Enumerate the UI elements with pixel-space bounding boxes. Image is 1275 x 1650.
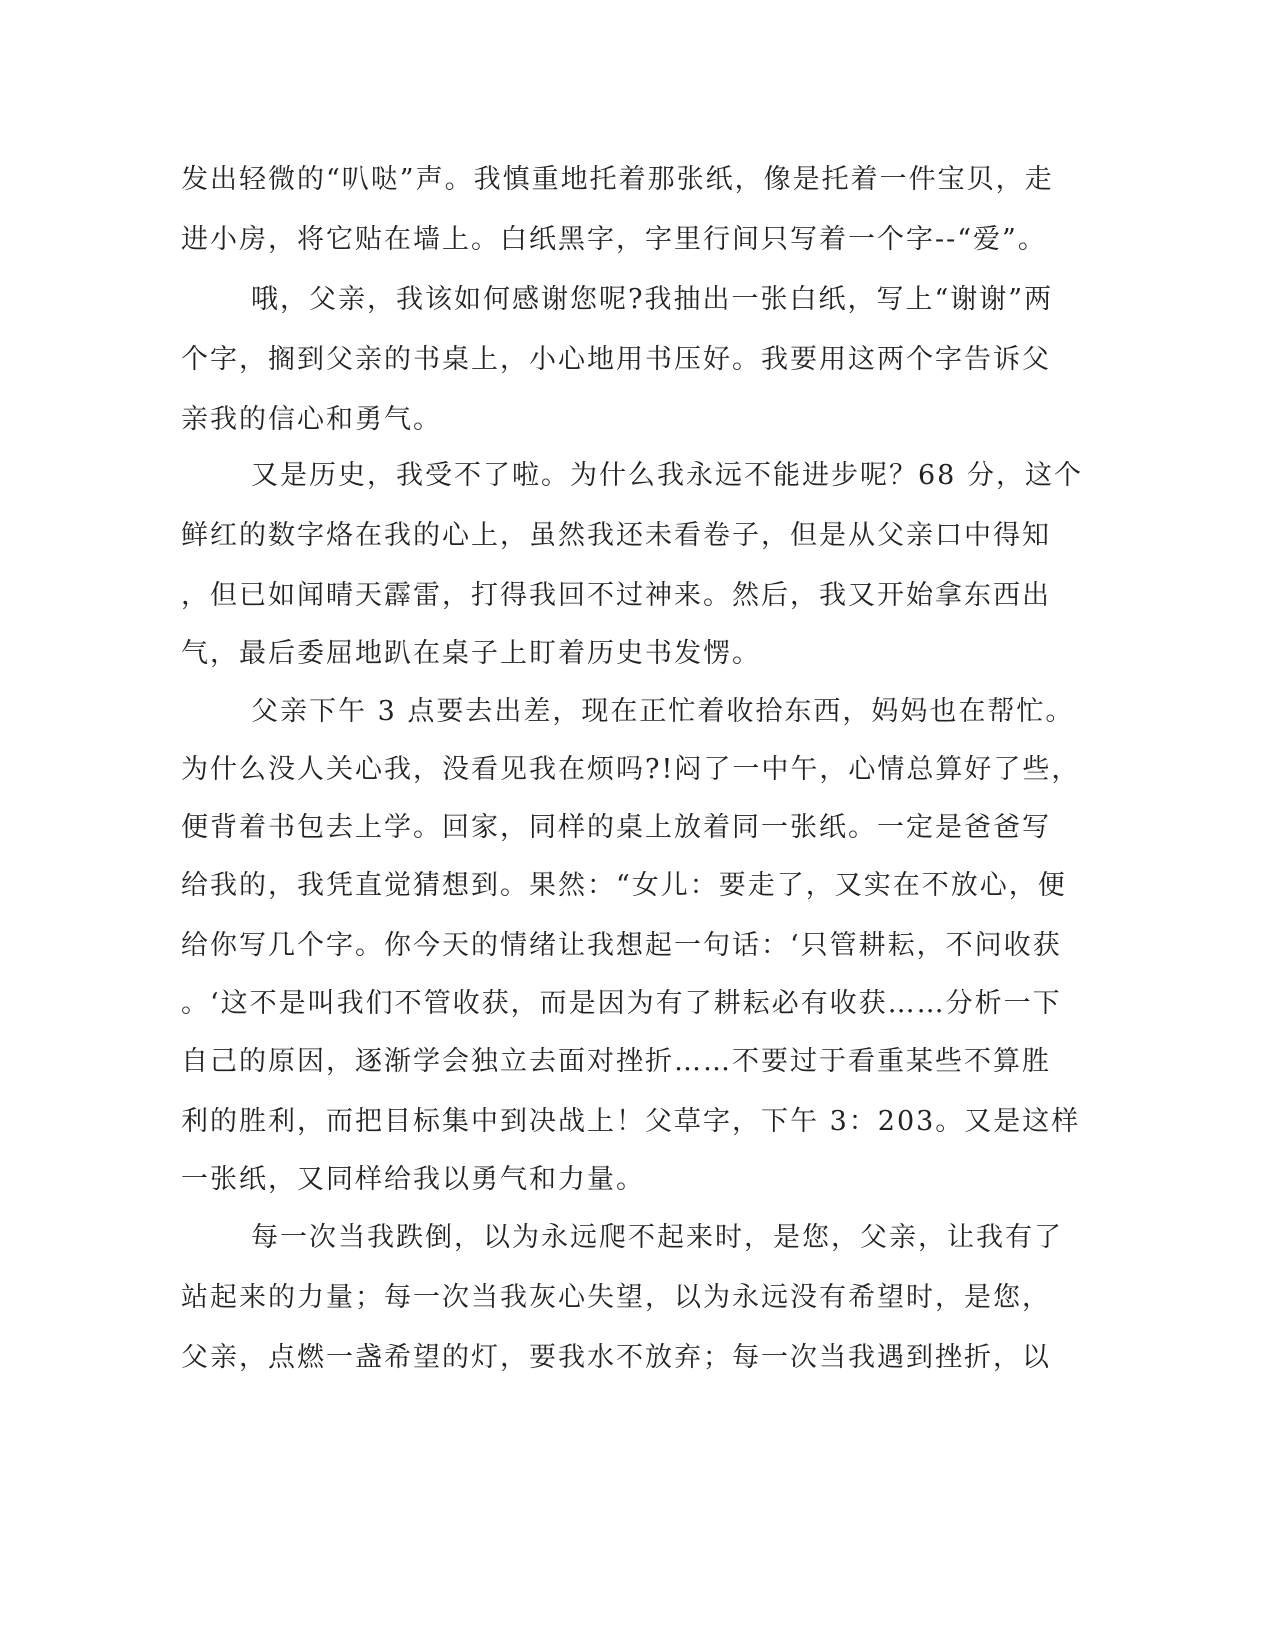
- text-line: 站起来的力量；每一次当我灰心失望，以为永远没有希望时，是您，: [181, 1282, 1051, 1313]
- text-line: 。‘这不是叫我们不管收获，而是因为有了耕耘必有收获……分析一下: [181, 988, 1062, 1019]
- text-line: 一张纸，又同样给我以勇气和力量。: [181, 1164, 645, 1195]
- text-line: 又是历史，我受不了啦。为什么我永远不能进步呢？68 分，这个: [251, 460, 1083, 491]
- text-line: 每一次当我跌倒，以为永远爬不起来时，是您，父亲，让我有了: [251, 1222, 1063, 1253]
- text-line: 鲜红的数字烙在我的心上，虽然我还未看卷子，但是从父亲口中得知: [181, 520, 1051, 551]
- text-line: 便背着书包去上学。回家，同样的桌上放着同一张纸。一定是爸爸写: [181, 812, 1051, 843]
- text-line: 哦，父亲，我该如何感谢您呢?我抽出一张白纸，写上“谢谢”两: [251, 284, 1054, 315]
- text-line: 利的胜利，而把目标集中到决战上！父草字，下午 3：203。又是这样: [181, 1106, 1081, 1137]
- text-line: 父亲下午 3 点要去出差，现在正忙着收拾东西，妈妈也在帮忙。: [251, 696, 1075, 727]
- text-line: 气，最后委屈地趴在桌子上盯着历史书发愣。: [181, 638, 761, 669]
- text-line: 为什么没人关心我，没看见我在烦吗?!闷了一中午，心情总算好了些，: [181, 754, 1081, 785]
- text-line: 亲我的信心和勇气。: [181, 404, 442, 435]
- text-line: 给你写几个字。你今天的情绪让我想起一句话：‘只管耕耘，不问收获: [181, 930, 1062, 961]
- text-line: 父亲，点燃一盏希望的灯，要我水不放弃；每一次当我遇到挫折，以: [181, 1342, 1051, 1373]
- text-line: 自己的原因，逐渐学会独立去面对挫折……不要过于看重某些不算胜: [181, 1046, 1051, 1077]
- text-line: ，但已如闻晴天霹雷，打得我回不过神来。然后，我又开始拿东西出: [181, 580, 1051, 611]
- text-line: 给我的，我凭直觉猜想到。果然：“女儿：要走了，又实在不放心，便: [181, 870, 1067, 901]
- text-line: 发出轻微的“叭哒”声。我慎重地托着那张纸，像是托着一件宝贝，走: [181, 164, 1054, 195]
- text-line: 个字，搁到父亲的书桌上，小心地用书压好。我要用这两个字告诉父: [181, 344, 1051, 375]
- text-line: 进小房，将它贴在墙上。白纸黑字，字里行间只写着一个字--“爱”。: [181, 224, 1047, 255]
